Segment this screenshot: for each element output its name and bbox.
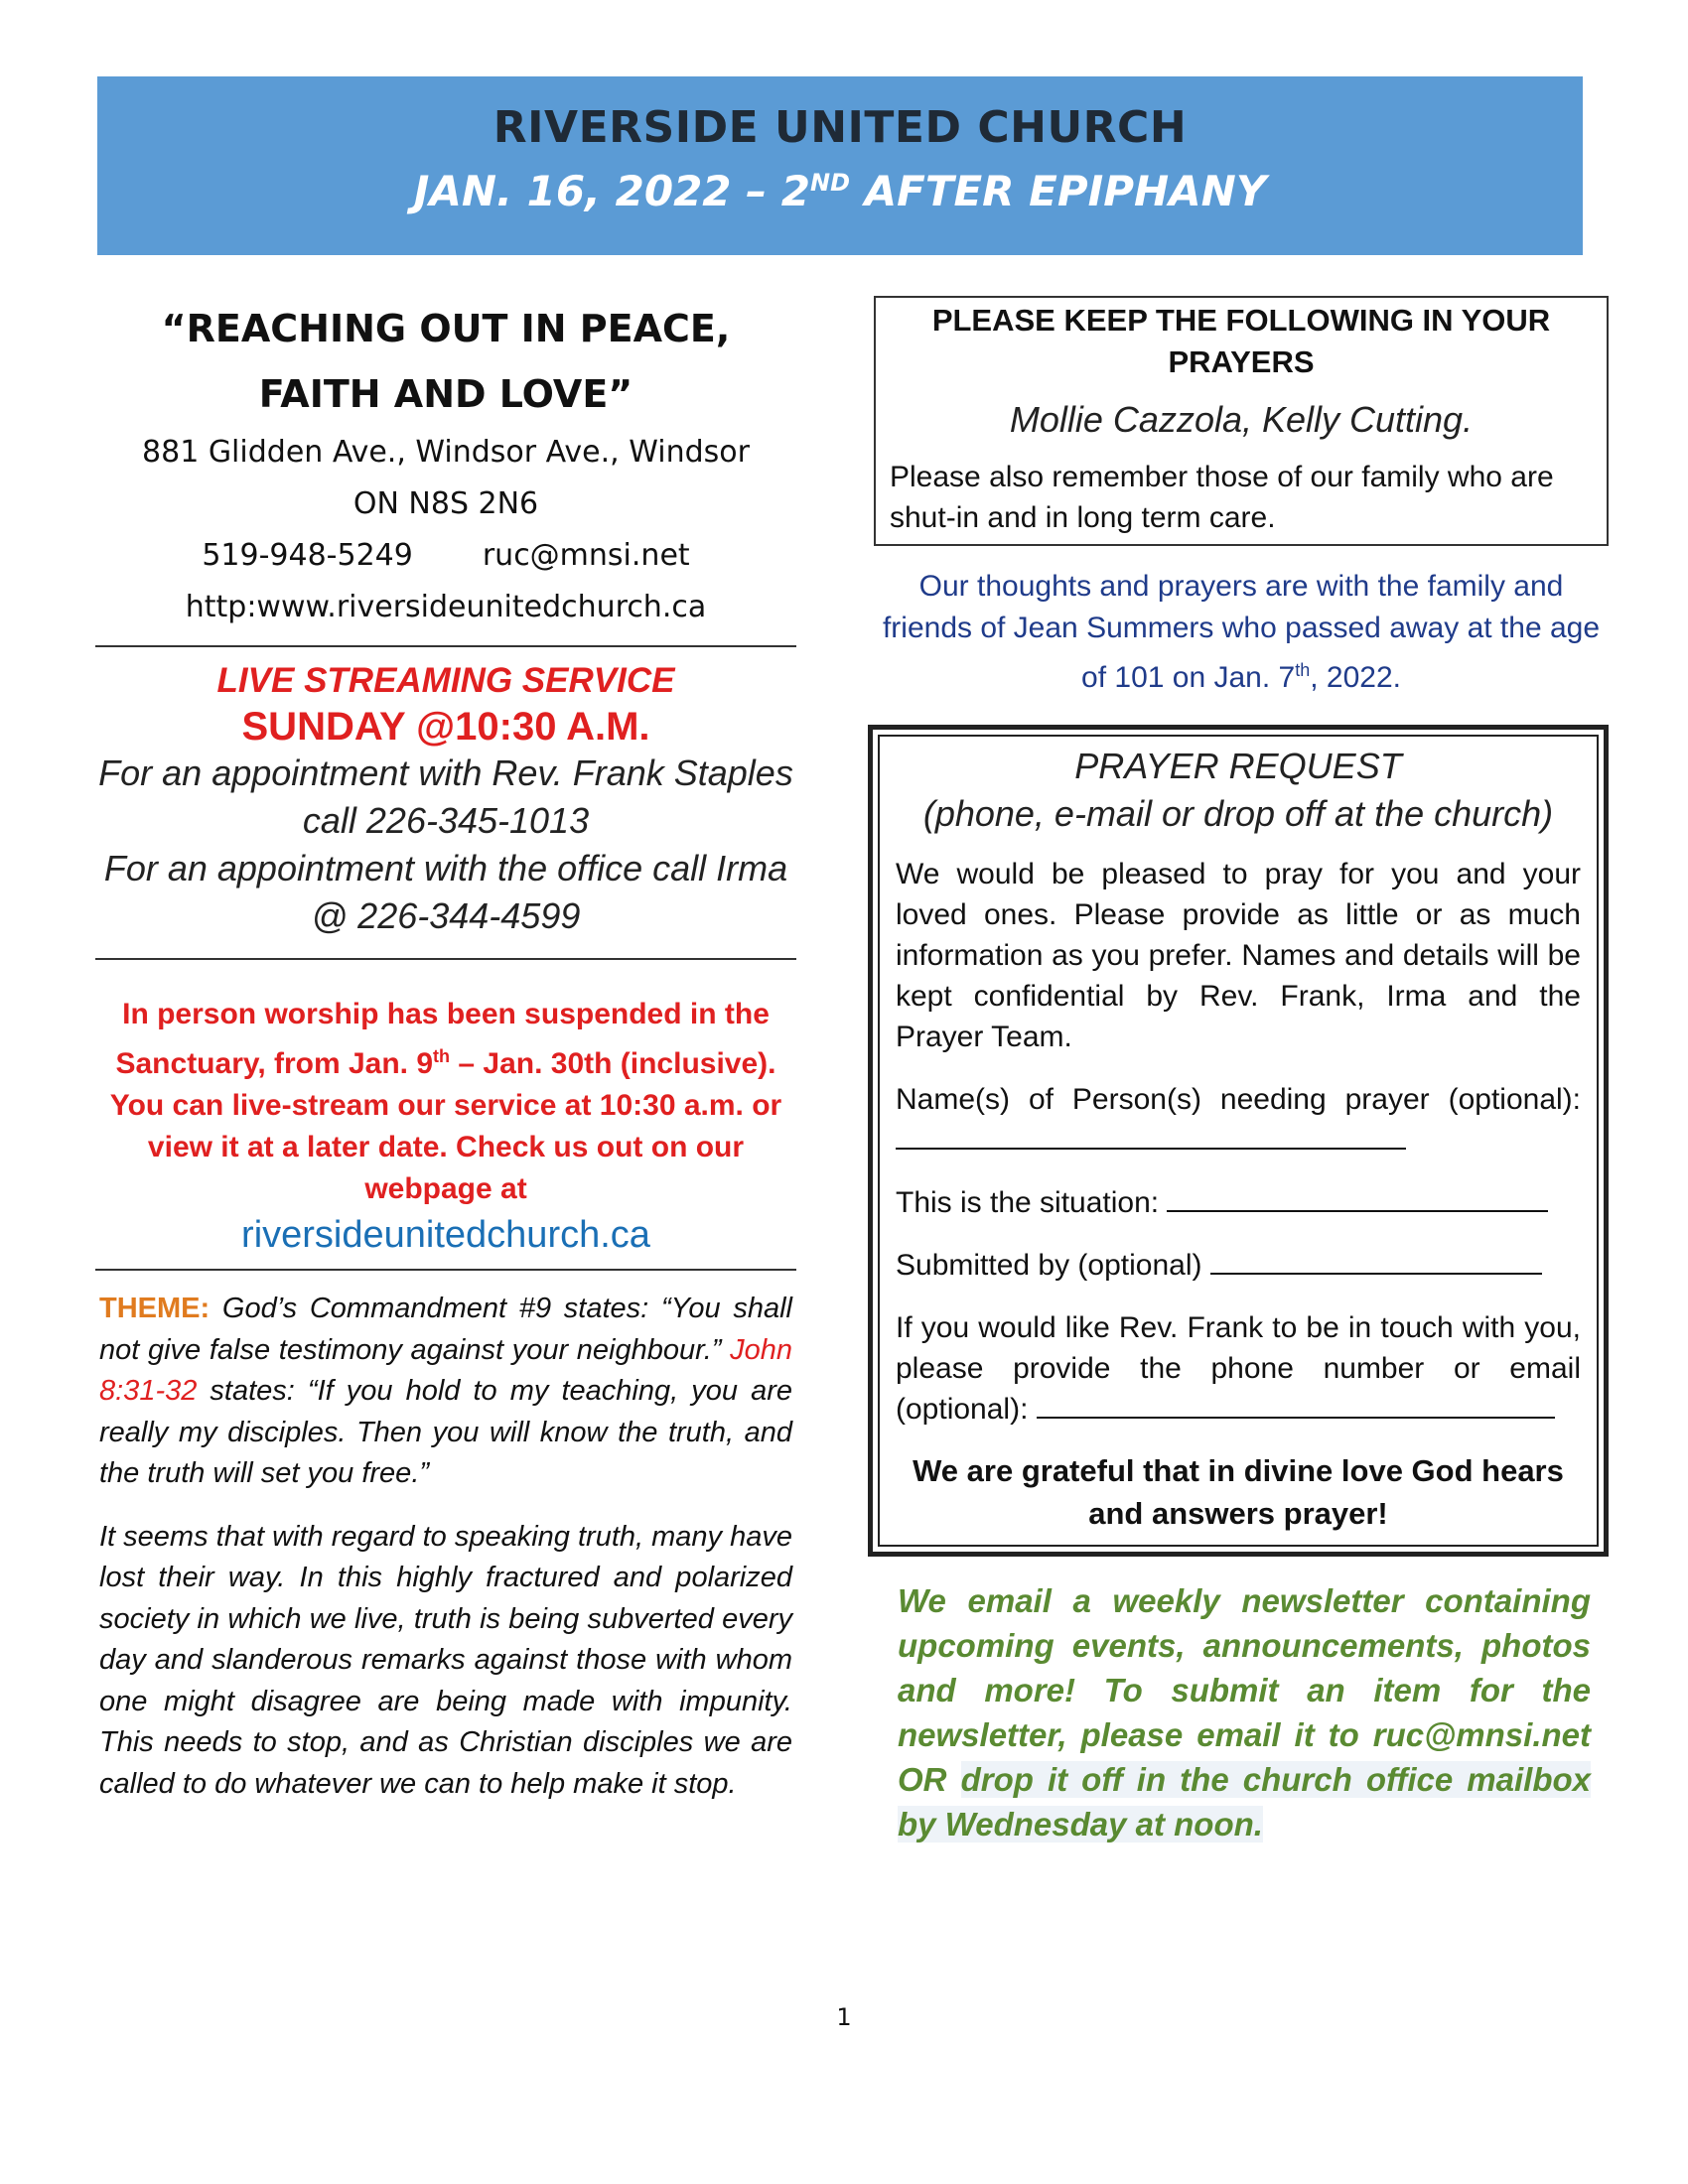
in-person-notice [95, 994, 796, 1210]
live-streaming-heading: LIVE STREAMING SERVICE [216, 661, 675, 700]
phone-email-line [95, 530, 796, 582]
divider [95, 1269, 796, 1271]
phone-number: 519-948-5249 [202, 538, 413, 573]
prayer-request-title: PRAYER REQUEST [1074, 746, 1402, 786]
condolence-message [874, 566, 1609, 699]
appointment-office: For an appointment with the office call Irma @ 226-344-4599 [103, 848, 788, 936]
prayer-closing: We are grateful that in divine love God hears and answers prayer! [913, 1453, 1564, 1531]
situation-field-label: This is the situation: [896, 1186, 1160, 1219]
contact-field[interactable] [896, 1307, 1581, 1430]
notice-superscript: th [433, 1046, 451, 1066]
theme-text-2: states: “If you hold to my teaching, you are really my disciples. Then you will know the truth, and the truth will set you free.” [99, 1375, 792, 1489]
theme-text-1: God’s Commandment #9 states: “You shall not give false testimony against your neighbour.” [99, 1293, 792, 1366]
email-address[interactable]: ruc@mnsi.net [482, 538, 690, 573]
theme-label: THEME: [99, 1293, 211, 1324]
names-field-line[interactable] [896, 1122, 1406, 1150]
newsletter-text-2: drop it off in the church office mailbox by Wednesday at noon. [898, 1761, 1592, 1843]
appointment-rev: For an appointment with Rev. Frank Staples call 226-345-1013 [98, 752, 793, 841]
newsletter-text-1: We email a weekly newsletter containing upcoming events, announcements, photos and more! To submit an item for the newsletter, please email it to ruc@mnsi.net OR [898, 1582, 1591, 1798]
website-link[interactable]: riversideunitedchurch.ca [241, 1214, 650, 1256]
submitted-by-field[interactable] [896, 1245, 1581, 1286]
notice-text-2: – Jan. 30th (inclusive). You can live-stream our service at 10:30 a.m. or view it at a later date. Check us out on our webpage at [109, 1047, 782, 1205]
prayer-list-box [874, 296, 1609, 546]
contact-field-line[interactable] [1037, 1391, 1555, 1419]
address-line-2: ON N8S 2N6 [352, 486, 539, 521]
divider [95, 958, 796, 960]
condolence-text-2: , 2022. [1310, 661, 1401, 694]
prayer-request-inner [878, 735, 1599, 1547]
prayer-note: Please also remember those of our family who are shut-in and in long term care. [890, 461, 1554, 534]
scripture-reference: John 8:31-32 [99, 1333, 792, 1407]
contact-field-label: If you would like Rev. Frank to be in touch with you, please provide the phone number or email (optional): [896, 1311, 1581, 1426]
divider [95, 645, 796, 647]
prayer-names: Mollie Cazzola, Kelly Cutting. [1009, 399, 1474, 440]
service-time: SUNDAY @10:30 A.M. [241, 705, 650, 749]
church-name: RIVERSIDE UNITED CHURCH [492, 102, 1188, 153]
service-date [97, 167, 1583, 215]
prayer-request-subtitle: (phone, e-mail or drop off at the church) [922, 793, 1554, 834]
prayer-request-box [868, 725, 1609, 1557]
theme-paragraph [95, 1289, 796, 1495]
left-column [95, 296, 796, 1805]
names-field-label: Name(s) of Person(s) needing prayer (optional): [896, 1083, 1581, 1116]
names-field[interactable] [896, 1079, 1581, 1160]
notice-text-1: In person worship has been suspended in the Sanctuary, from Jan. 9 [115, 998, 770, 1080]
reflection-paragraph: It seems that with regard to speaking truth, many have lost their way. In this highly fractured and polarized society in which we live, truth is being subverted every day and slanderous remarks against those with whom one might disagree are being made with impunity. This needs to stop, and as Christian disciples we are called to do whatever we can to help make it stop. [99, 1520, 792, 1800]
contact-block [95, 427, 796, 633]
newsletter-notice [874, 1578, 1609, 1846]
address-line-1: 881 Glidden Ave., Windsor Ave., Windsor [142, 435, 750, 470]
page-number: 1 [836, 2003, 852, 2031]
prayer-list-heading: PLEASE KEEP THE FOLLOWING IN YOUR PRAYERS [931, 303, 1551, 379]
submitted-by-line[interactable] [1210, 1247, 1542, 1275]
website-address[interactable]: http:www.riversideunitedchurch.ca [185, 590, 707, 624]
header-banner [97, 76, 1583, 255]
situation-field-line[interactable] [1167, 1184, 1548, 1212]
right-column [874, 296, 1609, 1846]
situation-field[interactable] [896, 1182, 1581, 1223]
date-superscript: ND [810, 169, 851, 197]
submitted-by-label: Submitted by (optional) [896, 1249, 1202, 1282]
date-suffix: AFTER EPIPHANY [850, 167, 1267, 215]
condolence-text-1: Our thoughts and prayers are with the family and friends of Jean Summers who passed away at the age of 101 on Jan. 7 [882, 570, 1601, 694]
prayer-request-intro: We would be pleased to pray for you and your loved ones. Please provide as little or as much information as you prefer. Names and details will be kept confidential by Rev. Frank, Irma and the Prayer Team. [896, 858, 1581, 1053]
condolence-superscript: th [1295, 660, 1311, 680]
church-motto: “REACHING OUT IN PEACE, FAITH AND LOVE” [161, 307, 731, 416]
date-prefix: JAN. 16, 2022 – 2 [413, 167, 810, 215]
